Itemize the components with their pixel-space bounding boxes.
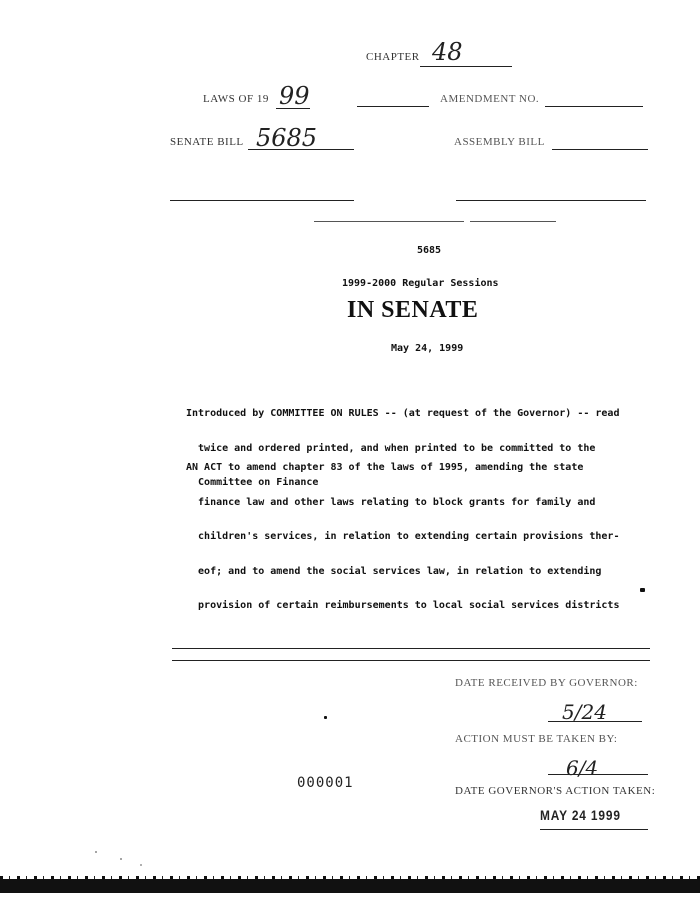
amendment-underline <box>545 106 643 107</box>
blank-line <box>170 200 354 201</box>
laws-year: 99 <box>279 82 310 110</box>
chapter-number: 48 <box>432 38 463 66</box>
act-line: eof; and to amend the social services law, in relation to extending <box>186 565 602 577</box>
divider-line <box>172 660 650 661</box>
act-line: AN ACT to amend chapter 83 of the laws of 1995, amending the state <box>186 462 584 473</box>
introduction-date: May 24, 1999 <box>391 343 464 354</box>
action-deadline-label: ACTION MUST BE TAKEN BY: <box>455 733 618 745</box>
governor-action-underline <box>540 829 648 830</box>
act-line: finance law and other laws relating to block grants for family and <box>186 496 596 508</box>
laws-year-underline <box>276 108 310 109</box>
action-deadline-underline <box>548 774 648 775</box>
blank-line <box>456 200 646 201</box>
bill-number: 5685 <box>417 245 442 256</box>
speck <box>120 858 122 860</box>
act-line: provision of certain reimbursements to local social services districts <box>186 600 620 611</box>
chapter-underline <box>420 66 512 67</box>
chamber-title: IN SENATE <box>347 297 479 323</box>
governor-action-date-stamp: MAY 24 1999 <box>540 807 621 823</box>
blank-line <box>357 106 429 107</box>
action-deadline-value: 6/4 <box>566 756 599 780</box>
divider-line <box>172 648 650 649</box>
date-received-value: 5/24 <box>562 700 607 724</box>
blank-line <box>470 221 556 222</box>
session-title: 1999-2000 Regular Sessions <box>342 278 499 289</box>
amendment-label: AMENDMENT NO. <box>440 93 540 105</box>
act-line: children's services, in relation to extending certain provisions ther- <box>186 531 620 542</box>
date-received-underline <box>548 721 642 722</box>
intro-line: twice and ordered printed, and when printed to be committed to the <box>186 442 596 454</box>
act-paragraph <box>186 439 619 623</box>
chapter-label: CHAPTER <box>366 51 420 63</box>
senate-bill-label: SENATE BILL <box>170 136 244 148</box>
intro-line: Introduced by COMMITTEE ON RULES -- (at request of the Governor) -- read <box>186 408 620 419</box>
speck <box>140 864 142 866</box>
date-received-label: DATE RECEIVED BY GOVERNOR: <box>455 677 638 689</box>
senate-bill-underline <box>248 149 354 150</box>
scan-edge-bar <box>0 879 700 893</box>
senate-bill-number: 5685 <box>256 124 318 152</box>
speck <box>324 716 327 719</box>
assembly-bill-label: ASSEMBLY BILL <box>454 136 545 148</box>
page-identifier: 000001 <box>297 775 354 791</box>
assembly-bill-underline <box>552 149 648 150</box>
governor-action-label: DATE GOVERNOR'S ACTION TAKEN: <box>455 785 656 797</box>
laws-label: LAWS OF 19 <box>203 93 269 105</box>
intro-line: Committee on Finance <box>186 477 319 488</box>
speck <box>640 588 645 592</box>
speck <box>95 851 97 853</box>
blank-line <box>314 221 464 222</box>
